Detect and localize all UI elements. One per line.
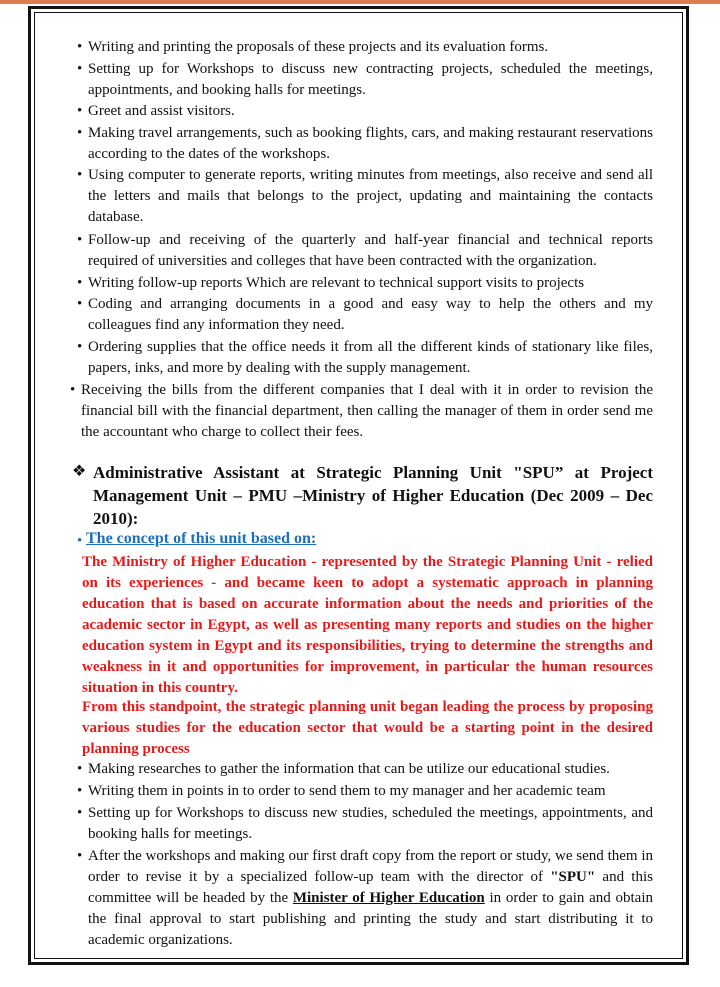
- minister-label: Minister of Higher Education: [292, 890, 485, 906]
- bullet-dot: •: [77, 533, 83, 549]
- duty-item: Coding and arranging documents in a good and easy way to help the others and my colleagues find any information they need.: [88, 296, 653, 333]
- bullet-dot: •: [77, 232, 83, 248]
- duty-item: Making researches to gather the information that can be utilize our educational studies.: [88, 761, 610, 777]
- duty-item: Follow-up and receiving of the quarterly and half-year financial and technical reports required of universities and colleges that have been contracted with the organization.: [88, 232, 653, 269]
- bullet-dot: •: [77, 783, 83, 799]
- unit-standpoint: From this standpoint, the strategic planning unit began leading the process by proposing various studies for the education sector that would be a starting point in the desired planning process: [82, 699, 653, 757]
- bullet-dot: •: [77, 805, 83, 821]
- bullet-dot: •: [77, 103, 83, 119]
- duty-item: Writing follow-up reports Which are relevant to technical support visits to projects: [88, 275, 585, 291]
- bullet-dot: •: [77, 167, 83, 183]
- duty-item: Ordering supplies that the office needs it from all the different kinds of stationary like files, papers, inks, and more by dealing with the supply management.: [88, 339, 653, 376]
- duty-text: in order to gain and obtain the final approval to start publishing and printing the study and start distributing it to academic organizations.: [88, 890, 653, 948]
- duty-item-final: [88, 846, 653, 951]
- bullet-dot: •: [77, 61, 83, 77]
- bullet-dot: •: [77, 39, 83, 55]
- duty-text: and this committee will be headed by the: [88, 869, 653, 906]
- duty-item: Writing them in points in to order to send them to my manager and her academic team: [88, 783, 606, 799]
- job-heading: Administrative Assistant at Strategic Planning Unit "SPU” at Project Management Unit – PMU –Ministry of Higher Education (Dec 2009 – Dec 2010):: [93, 463, 653, 528]
- duty-item: Making travel arrangements, such as booking flights, cars, and making restaurant reservations according to the dates of the workshops.: [88, 125, 653, 162]
- bullet-dot: •: [77, 339, 83, 355]
- concept-label: The concept of this unit based on:: [86, 530, 317, 547]
- top-accent-bar: [0, 0, 720, 4]
- bullet-dot: •: [77, 125, 83, 141]
- duty-item: Receiving the bills from the different companies that I deal with it in order to revision the financial bill with the financial department, then calling the manager of them in order send me the accountant who charge to collect their fees.: [81, 382, 653, 440]
- bullet-dot: •: [77, 296, 83, 312]
- duty-item: Setting up for Workshops to discuss new studies, scheduled the meetings, appointments, and booking halls for meetings.: [88, 805, 653, 842]
- duty-text: After the workshops and making our first draft copy from the report or study, we send them in order to revise it by a specialized follow-up team with the director of: [88, 848, 653, 885]
- duty-item: Using computer to generate reports, writing minutes from meetings, also receive and send all the letters and mails that belongs to the project, updating and maintaining the contacts database.: [88, 167, 653, 225]
- unit-description: The Ministry of Higher Education - represented by the Strategic Planning Unit - relied on its experiences - and became keen to adopt a systematic approach in planning education that is based on accurate information about the needs and priorities of the academic sector in Egypt, as well as presenting many reports and studies on the higher education system in Egypt and its responsibilities, trying to determine the strengths and weakness in it and opportunities for improvement, in particular the human resources situation in this country.: [82, 554, 653, 696]
- spu-label: "SPU": [550, 869, 596, 885]
- bullet-dot: •: [70, 382, 76, 398]
- duty-item: Writing and printing the proposals of these projects and its evaluation forms.: [88, 39, 549, 55]
- duty-item: Greet and assist visitors.: [88, 103, 235, 119]
- bullet-dot: •: [77, 848, 83, 864]
- bullet-dot: •: [77, 275, 83, 291]
- duty-item: Setting up for Workshops to discuss new contracting projects, scheduled the meetings, appointments, and booking halls for meetings.: [88, 61, 653, 98]
- bullet-dot: •: [77, 761, 83, 777]
- diamond-bullet-icon: ❖: [72, 463, 87, 480]
